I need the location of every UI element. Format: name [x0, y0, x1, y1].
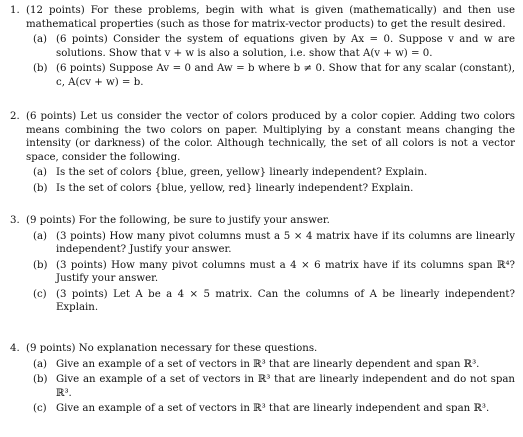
part-label: (c) — [33, 403, 47, 414]
problem-3 — [10, 214, 515, 315]
part-text: (3 points) How many pivot columns must a 5 × 4 matrix have if its columns are linearly independent? Justify your answer. — [56, 230, 515, 255]
problem-part — [33, 33, 515, 60]
problem-statement: (12 points) For these problems, begin with what is given (mathematically) and then use mathematical properties (such as those for matrix-vector products) to get the result desired. — [26, 5, 515, 30]
part-text: (3 points) Let A be a 4 × 5 matrix. Can the columns of A be linearly independent? Explain. — [56, 288, 515, 313]
part-text: (3 points) How many pivot columns must a 4 × 6 matrix have if its columns span ℝ⁴? Justify your answer. — [56, 259, 515, 284]
problem-statement: (9 points) For the following, be sure to justify your answer. — [26, 215, 330, 226]
problem-part — [33, 402, 515, 416]
part-label: (b) — [33, 259, 48, 271]
problem-part — [33, 288, 515, 315]
problem-part — [33, 182, 515, 196]
problem-part — [33, 62, 515, 89]
problem-statement: (6 points) Let us consider the vector of colors produced by a color copier. Adding two colors means combining the two colors on paper. Multiplying by a constant means changing the intensity (or darkness) of the color. Although technically, the set of all colors is not a vector space, consider the following. — [26, 111, 515, 163]
problem-1 — [10, 4, 515, 89]
problem-4 — [10, 342, 515, 416]
part-label: (b) — [33, 182, 48, 194]
problem-2 — [10, 110, 515, 195]
problem-part — [33, 230, 515, 257]
part-text: Give an example of a set of vectors in ℝ³ that are linearly dependent and span ℝ³. — [56, 358, 480, 370]
problem-statement: (9 points) No explanation necessary for these questions. — [26, 343, 318, 354]
part-text: (6 points) Consider the system of equations given by Ax = 0. Suppose v and w are solutions. Show that v + w is also a solution, i.e. show that A(v + w) = 0. — [56, 34, 515, 59]
part-text: Is the set of colors {blue, yellow, red} linearly independent? Explain. — [56, 182, 414, 194]
problem-part — [33, 166, 515, 180]
problem-number: 4. — [10, 343, 20, 354]
part-label: (a) — [33, 358, 48, 370]
part-label: (b) — [33, 63, 48, 74]
part-label: (a) — [33, 34, 48, 45]
part-label: (a) — [33, 167, 48, 178]
part-label: (c) — [33, 288, 47, 300]
problem-number: 3. — [10, 215, 20, 226]
part-label: (b) — [33, 374, 48, 385]
problem-part — [33, 373, 515, 400]
problem-part — [33, 358, 515, 372]
problem-number: 2. — [10, 111, 20, 122]
part-text: Is the set of colors {blue, green, yellow} linearly independent? Explain. — [56, 167, 428, 178]
part-text: Give an example of a set of vectors in ℝ³ that are linearly independent and do not span ℝ³. — [56, 374, 515, 399]
part-label: (a) — [33, 230, 48, 242]
part-text: Give an example of a set of vectors in ℝ³ that are linearly independent and span ℝ³. — [56, 403, 490, 414]
part-text: (6 points) Suppose Av = 0 and Aw = b where b ≠ 0. Show that for any scalar (constant), c, A(cv + w) = b. — [56, 63, 515, 88]
problem-number: 1. — [10, 5, 20, 16]
problem-part — [33, 259, 515, 286]
